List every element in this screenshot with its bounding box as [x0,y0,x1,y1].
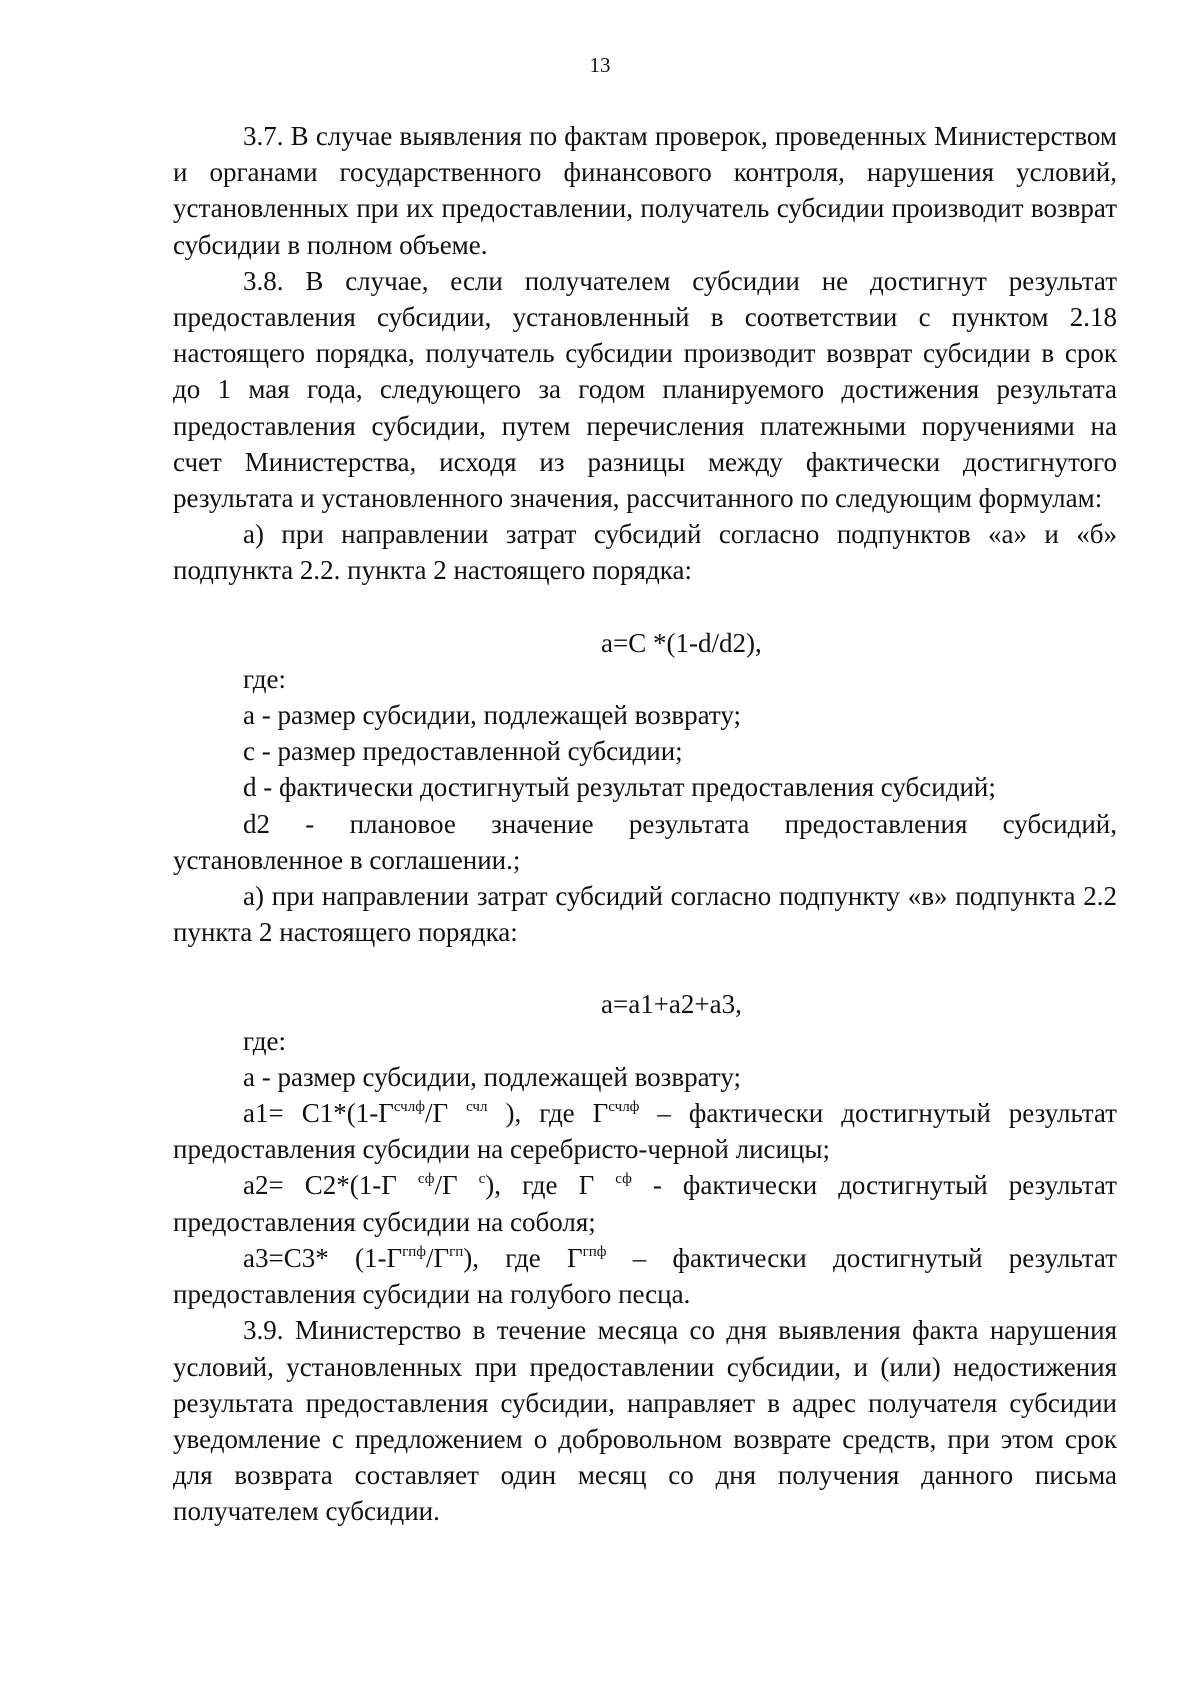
page-number: 13 [589,53,611,77]
definition-c: с - размер предоставленной субсидии; [243,736,683,767]
paragraph-3-7: 3.7. В случае выявления по фактам проверок, проведенных Министерством и органами государственного финансового контроля, нарушения условий, установленных при их предоставлении, получатель субсидии производит возврат субсидии в полном объеме. [173,121,1117,260]
definition-d2: d2 - плановое значение результата предоставления субсидий, установленное в соглашении.; [173,808,1117,875]
where-label-2: где: [243,1025,286,1056]
definition-a: а - размер субсидии, подлежащей возврату; [243,700,741,731]
case-a-first: а) при направлении затрат субсидий согласно подпунктов «а» и «б» подпункта 2.2. пункта 2 настоящего порядка: [173,519,1117,586]
definition-a2: а2= С2*(1-Г $^{сф}$/Г $^с$), где Г $^{сф}$ - фактически достигнутый результат предоставления субсидии на соболя; [173,1170,1117,1237]
paragraph-3-9: 3.9. Министерство в течение месяца со дня выявления факта нарушения условий, установленных при предоставлении субсидии, и (или) недостижения результата предоставления субсидии, направляет в адрес получателя субсидии уведомление с предложением о добровольном возврате средств, при этом срок для возврата составляет один месяц со дня получения данного письма получателем субсидии. [173,1315,1117,1527]
paragraph-3-8: 3.8. В случае, если получателем субсидии не достигнут результат предоставления субсидии, установленный в соответствии с пунктом 2.18 настоящего порядка, получатель субсидии производит возврат субсидии в срок до 1 мая года, следующего за годом планируемого достижения результата предоставления субсидии, путем перечисления платежными поручениями на счет Министерства, исходя из разницы между фактически достигнутого результата и установленного значения, рассчитанного по следующим формулам: [173,265,1117,514]
where-label-1: где: [243,663,286,694]
case-a-second: а) при направлении затрат субсидий согласно подпункту «в» подпункта 2.2 пункта 2 настоящего порядка: [173,881,1117,948]
formula-1: a=C *(1-d/d2), [601,627,762,658]
definition-a1: $а1= С1*(1-Г^{счлф}/Г$ $^{счл}$ ), где $Г^{счлф}$ – фактически достигнутый результат предоставления субсидии на серебристо-черной лисицы; [173,1098,1117,1165]
definition-a3: а3=С3* $(1-Г^{гпф}/Г^{гп})$, где $Г^{гпф}$ – фактически достигнутый результат предоставления субсидии на голубого песца. [173,1242,1117,1310]
definition-d: d - фактически достигнутый результат предоставления субсидий; [243,772,996,803]
document-body [173,118,1117,1530]
formula-2: a=a1+a2+a3, [601,989,742,1020]
definition-a-second: а - размер субсидии, подлежащей возврату; [243,1061,741,1092]
